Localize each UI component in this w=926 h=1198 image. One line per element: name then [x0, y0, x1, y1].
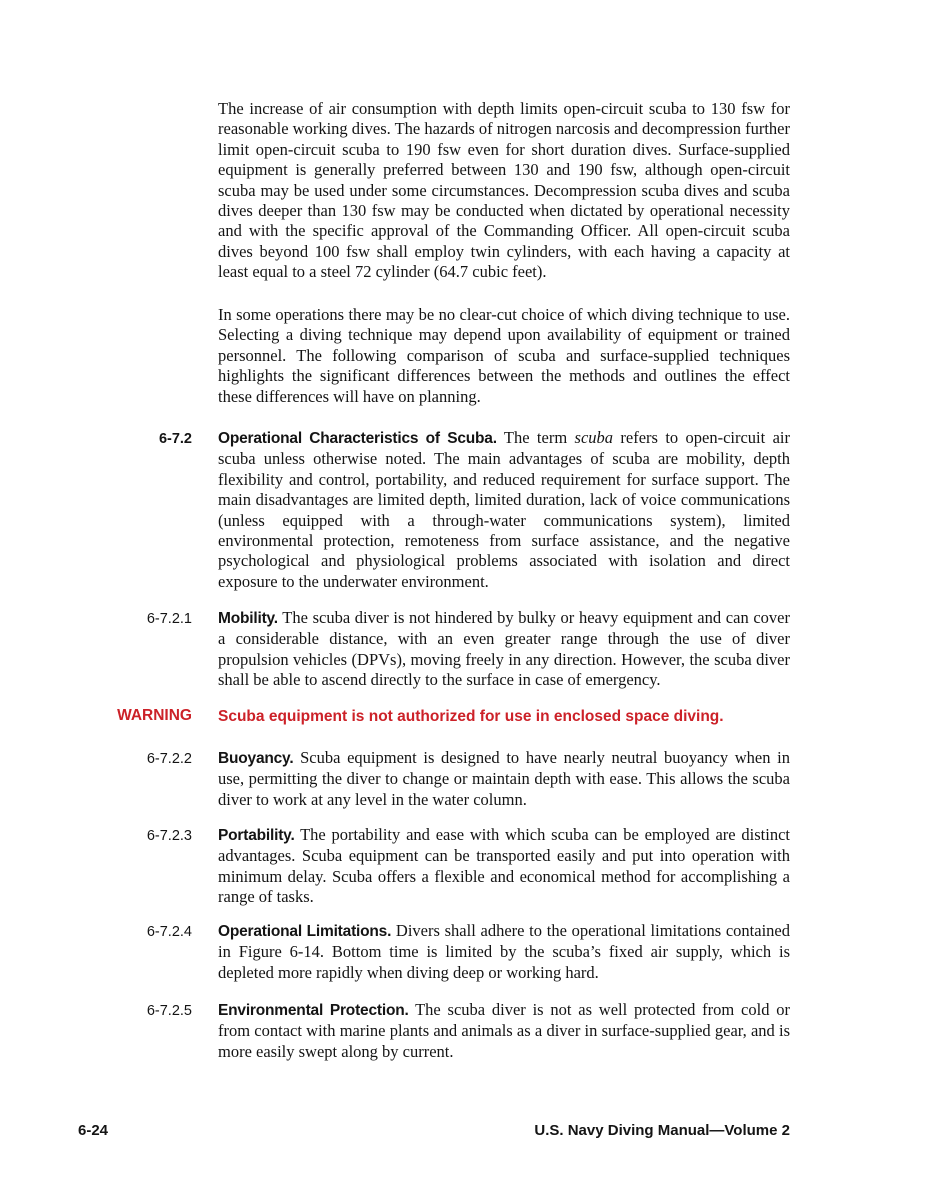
section-text-pre: The term [503, 428, 575, 447]
section-body [218, 825, 790, 908]
section-text: The scuba diver is not as well protected from cold or from contact with marine plants and animals as a diver in surface-supplied gear, and is more easily swept along by current. [218, 1000, 790, 1061]
footer-manual-title: U.S. Navy Diving Manual—Volume 2 [534, 1122, 790, 1139]
section-text: The portability and ease with which scuba can be employed are distinct advantages. Scuba equipment can be transported easily and put into operation with minimum delay. Scuba offers a flexible and economical method for accomplishing a range of tasks. [218, 825, 791, 907]
section-6-7-2 [0, 428, 926, 592]
section-heading: Environmental Protection. [218, 1002, 409, 1019]
footer-page-number: 6-24 [78, 1122, 109, 1139]
paragraph-text: The increase of air consumption with depth limits open-circuit scuba to 130 fsw for reasonable working dives. The hazards of nitrogen narcosis and decompression further limit open-circuit scuba to 190 fsw even for short duration dives. Surface-supplied equipment is generally preferred between 130 and 190 fsw, although open-circuit scuba may be used under some circumstances. Decompression scuba dives and scuba dives deeper than 130 fsw may be conducted when dictated by operational necessity and with the specific approval of the Commanding Officer. All open-circuit scuba dives beyond 100 fsw shall employ twin cylinders, with each having a capacity at least equal to a steel 72 cylinder (64.7 cubic feet). [218, 99, 790, 282]
intro-paragraph-1 [0, 99, 926, 283]
warning-label: WARNING [117, 707, 192, 724]
section-text: The scuba diver is not hindered by bulky or heavy equipment and can cover a considerable distance, with an even greater range through the use of diver propulsion vehicles (DPVs), moving freely in any direction. However, the scuba diver shall be able to ascend directly to the surface in case of emergency. [218, 608, 790, 690]
section-6-7-2-1 [0, 608, 926, 691]
section-text: Scuba equipment is designed to have nearly neutral buoyancy when in use, permitting the diver to change or maintain depth with ease. This allows the scuba diver to work at any level in the water column. [218, 748, 790, 809]
section-6-7-2-4 [0, 921, 926, 983]
section-heading: Buoyancy. [218, 750, 294, 767]
section-text-italic: scuba [574, 428, 614, 447]
section-text-post: refers to open-circuit air scuba unless otherwise noted. The main advantages of scuba are mobility, depth flexibility and control, portability, and reduced requirement for surface support. The main disadvantages are limited depth, limited duration, lack of voice communications (unless equipped with a through-water communications system), limited environmental protection, remoteness from surface assistance, and the negative psychological and physiological problems associated with isolation and direct exposure to the underwater environment. [218, 428, 790, 591]
section-body [218, 428, 790, 592]
section-heading: Portability. [218, 827, 295, 844]
warning-text: Scuba equipment is not authorized for use in enclosed space diving. [218, 708, 724, 725]
intro-paragraph-2 [0, 305, 926, 407]
section-number: 6-7.2.3 [146, 828, 192, 844]
section-number: 6-7.2.4 [146, 924, 192, 940]
section-body [218, 748, 790, 810]
page-footer [78, 1122, 790, 1139]
section-body [218, 608, 790, 691]
section-6-7-2-5 [0, 1000, 926, 1062]
section-body [218, 921, 790, 983]
section-number: 6-7.2.1 [146, 611, 192, 627]
section-number: 6-7.2 [158, 431, 192, 447]
section-heading: Mobility. [218, 610, 278, 627]
section-body [218, 1000, 790, 1062]
section-6-7-2-3 [0, 825, 926, 908]
section-6-7-2-2 [0, 748, 926, 810]
section-heading: Operational Limitations. [218, 923, 392, 940]
paragraph-text: In some operations there may be no clear-cut choice of which diving technique to use. Selecting a diving technique may depend upon availability of equipment or trained personnel. The following comparison of scuba and surface-supplied techniques highlights the significant differences between the methods and outlines the effect these differences will have on planning. [218, 305, 790, 406]
section-heading: Operational Characteristics of Scuba. [218, 430, 497, 447]
section-number: 6-7.2.2 [146, 751, 192, 767]
section-number: 6-7.2.5 [146, 1003, 192, 1019]
section-text: Divers shall adhere to the operational limitations contained in Figure 6-14. Bottom time is limited by the scuba’s fixed air supply, which is depleted more rapidly when diving deep or working hard. [218, 921, 790, 982]
warning-row [0, 707, 926, 726]
